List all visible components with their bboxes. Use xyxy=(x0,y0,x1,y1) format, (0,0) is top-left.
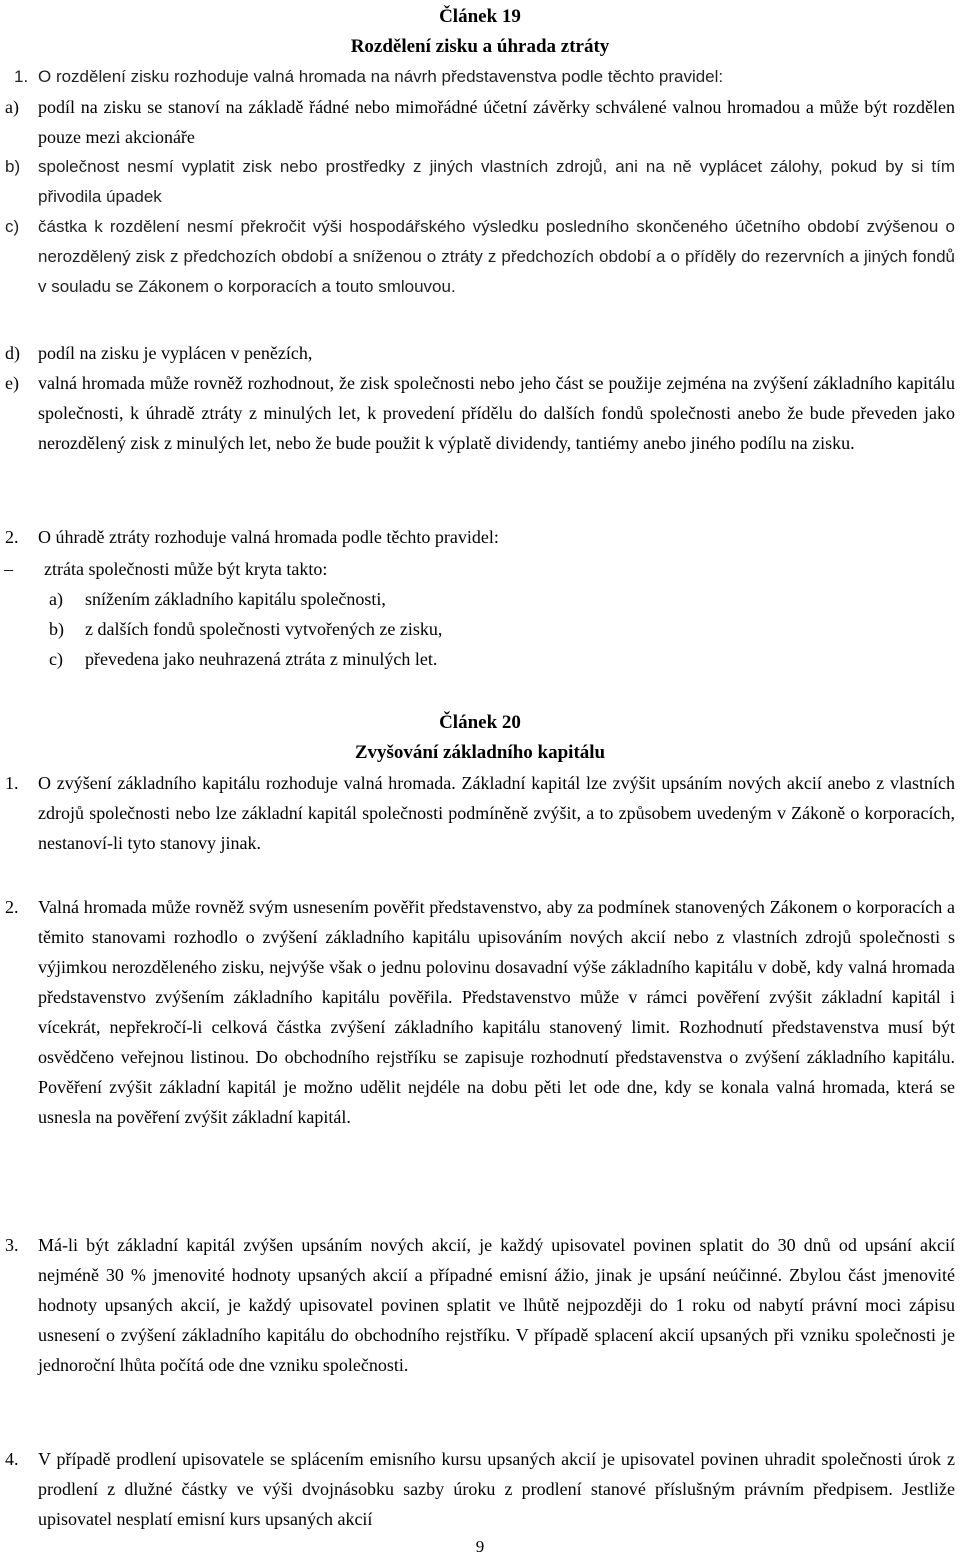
item-19-1-d: podíl na zisku je vyplácen v penězích, xyxy=(38,343,313,363)
paragraph-19-2: O úhradě ztráty rozhoduje valná hromada podle těchto pravidel: xyxy=(38,527,499,547)
item-19-2-b: z dalších fondů společnosti vytvořených ze zisku, xyxy=(85,619,443,639)
paragraph-number: 1. xyxy=(14,67,29,86)
article-19-heading: Článek 19 xyxy=(439,6,521,27)
item-19-1-a: podíl na zisku se stanoví na základě řádné nebo mimořádné účetní závěrky schválené valnou hromadou a může být rozdělen pouze mezi akcionáře xyxy=(38,97,955,147)
paragraph-number: 1. xyxy=(5,773,19,793)
item-19-2-c: převedena jako neuhrazená ztráta z minulých let. xyxy=(85,649,438,669)
page-number: 9 xyxy=(475,1537,485,1556)
item-label: e) xyxy=(5,373,19,393)
item-label: b) xyxy=(49,619,64,639)
article-20-heading: Článek 20 xyxy=(439,712,521,733)
paragraph-20-3: Má-li být základní kapitál zvýšen upsáním nových akcií, je každý upisovatel povinen splatit do 30 dnů od upsání akcií nejméně 30 % jmenovité hodnoty upsaných akcií a případné emisní ážio, jinak je upsání neúčinné. Zbylou část jmenovité hodnoty upsaných akcií, je každý upisovatel povinen splatit ve lhůtě nejpozději do 1 roku od nabytí právní moci zápisu usnesení o zvýšení základního kapitálu do obchodního rejstříku. V případě splacení akcií upsaných při vzniku společnosti je jednoroční lhůta počítá ode dne vzniku společnosti. xyxy=(38,1235,955,1375)
paragraph-number: 2. xyxy=(5,527,19,547)
paragraph-20-1: O zvýšení základního kapitálu rozhoduje valná hromada. Základní kapitál lze zvýšit upsáním nových akcií anebo z vlastních zdrojů společnosti nebo lze základní kapitál společnosti podmíněně zvýšit, a to způsobem uvedeným v Zákoně o korporacích, nestanoví-li tyto stanovy jinak. xyxy=(38,773,955,853)
item-19-1-c: částka k rozdělení nesmí překročit výši hospodářského výsledku posledního skončeného účetního období zvýšenou o nerozdělený zisk z předchozích období a sníženou o ztráty z předchozích období a o příděly do rezervních a jiných fondů v souladu se Zákonem o korporacích a touto smlouvou. xyxy=(38,217,955,296)
paragraph-number: 4. xyxy=(5,1449,19,1469)
item-19-2-a: snížením základního kapitálu společnosti, xyxy=(85,589,386,609)
item-label: b) xyxy=(5,157,21,176)
item-label: a) xyxy=(5,97,19,117)
dash-bullet: – xyxy=(4,559,13,579)
item-label: c) xyxy=(49,649,63,669)
article-19-title: Rozdělení zisku a úhrada ztráty xyxy=(350,36,610,57)
paragraph-number: 3. xyxy=(5,1235,19,1255)
paragraph-20-4: V případě prodlení upisovatele se splácením emisního kursu upsaných akcií je upisovatel povinen uhradit společnosti úrok z prodlení z dlužné částky ve výši dvojnásobku sazby úroku z prodlení stanové příslušným právním předpisem. Jestliže upisovatel nesplatí emisní kurs upsaných akcií xyxy=(38,1449,955,1529)
item-19-1-e: valná hromada může rovněž rozhodnout, že zisk společnosti nebo jeho část se použije zejména na zvýšení základního kapitálu společnosti, k úhradě ztráty z minulých let, k provedení přídělu do dalších fondů společnosti anebo že bude převeden jako nerozdělený zisk z minulých let, nebo že bude použit k výplatě dividendy, tantiémy anebo jiného podílu na zisku. xyxy=(38,373,955,453)
paragraph-19-2-dash: ztráta společnosti může být kryta takto: xyxy=(44,559,328,579)
paragraph-number: 2. xyxy=(5,897,19,917)
item-label: c) xyxy=(5,217,20,236)
item-19-1-b: společnost nesmí vyplatit zisk nebo prostředky z jiných vlastních zdrojů, ani na ně vyplácet zálohy, pokud by si tím přivodila úpadek xyxy=(38,157,955,206)
paragraph-20-2: Valná hromada může rovněž svým usnesením pověřit představenstvo, aby za podmínek stanovených Zákonem o korporacích a těmito stanovami rozhodlo o zvýšení základního kapitálu upisováním nových akcií nebo z vlastních zdrojů společnosti s výjimkou nerozděleného zisku, nejvýše však o jednu polovinu dosavadní výše základního kapitálu v době, kdy valná hromada představenstvo zvýšením základního kapitálu pověřila. Představenstvo může v rámci pověření zvýšit základní kapitál i vícekrát, nepřekročí-li celková částka zvýšení základního kapitálu stanovený limit. Rozhodnutí představenstva musí být osvědčeno veřejnou listinou. Do obchodního rejstříku se zapisuje rozhodnutí představenstva o zvýšení základního kapitálu. Pověření zvýšit základní kapitál je možno udělit nejdéle na dobu pěti let ode dne, kdy se konala valná hromada, která se usnesla na pověření zvýšit základní kapitál. xyxy=(38,897,955,1127)
article-20-title: Zvyšování základního kapitálu xyxy=(354,742,606,763)
item-label: d) xyxy=(5,343,20,363)
paragraph-19-1: O rozdělení zisku rozhoduje valná hromada na návrh představenstva podle těchto pravidel: xyxy=(38,67,724,86)
item-label: a) xyxy=(49,589,63,609)
